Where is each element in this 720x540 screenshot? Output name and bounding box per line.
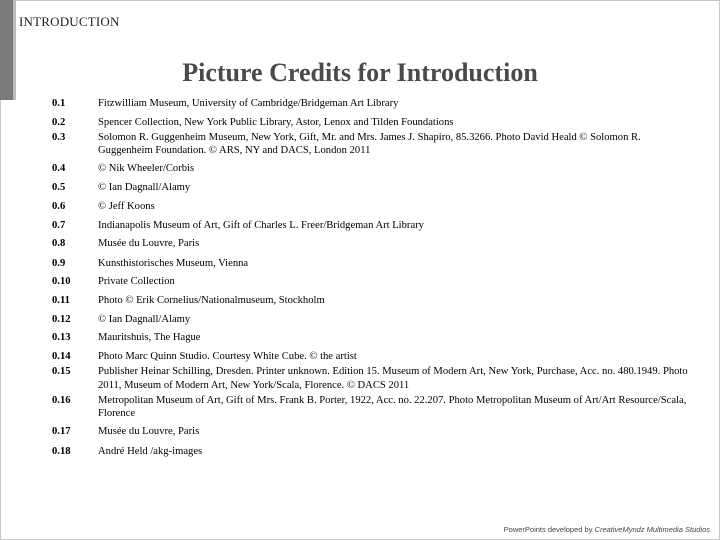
credit-number: 0.18 — [52, 445, 71, 457]
credit-text: © Jeff Koons — [98, 200, 155, 212]
credit-text: Private Collection — [98, 275, 175, 287]
credit-row — [52, 313, 692, 327]
credit-number: 0.12 — [52, 313, 71, 325]
credit-number: 0.15 — [52, 365, 71, 377]
credit-text: © Ian Dagnall/Alamy — [98, 313, 191, 325]
credit-number: 0.13 — [52, 332, 71, 344]
credit-text: André Held /akg-images — [98, 445, 203, 457]
footer-credit — [504, 525, 710, 534]
credit-text: Photo Marc Quinn Studio. Courtesy White Cube. © the artist — [98, 351, 357, 363]
section-label: INTRODUCTION — [19, 14, 120, 29]
credit-row — [52, 394, 692, 422]
credit-number: 0.17 — [52, 426, 71, 438]
footer-brand: CreativeMyndz Multimedia Studios — [594, 525, 710, 534]
credit-number: 0.9 — [52, 258, 66, 270]
credit-row — [52, 425, 692, 439]
credit-text: Photo © Erik Cornelius/Nationalmuseum, Stockholm — [98, 294, 325, 306]
credit-number: 0.6 — [52, 200, 66, 212]
credit-number: 0.11 — [52, 294, 70, 306]
credit-number: 0.3 — [52, 131, 66, 143]
credit-text: Publisher Heinar Schilling, Dresden. Printer unknown. Edition 15. Museum of Modern Art, New York, Purchase, Acc. no. 480.1949. Photo 2011, Museum of Modern Art, New York/Scala, Florence. © DACS 2011 — [98, 365, 688, 391]
credit-row — [52, 275, 692, 289]
credit-number: 0.8 — [52, 238, 66, 250]
credit-text: Musée du Louvre, Paris — [98, 426, 200, 438]
credit-number: 0.7 — [52, 219, 66, 231]
credit-row — [52, 181, 692, 195]
credit-row — [52, 445, 692, 459]
credit-number: 0.2 — [52, 116, 66, 128]
credit-number: 0.16 — [52, 394, 71, 406]
credit-row — [52, 350, 692, 364]
credits-list — [52, 97, 692, 459]
credit-row — [52, 257, 692, 271]
credit-text: © Ian Dagnall/Alamy — [98, 181, 191, 193]
credit-row — [52, 131, 692, 159]
footer-prefix: PowerPoints developed by — [503, 525, 595, 534]
credit-text: Musée du Louvre, Paris — [98, 238, 200, 250]
credit-text: Mauritshuis, The Hague — [98, 332, 201, 344]
credit-text: Kunsthistorisches Museum, Vienna — [98, 258, 249, 270]
credit-row — [52, 200, 692, 214]
credit-number: 0.5 — [52, 181, 66, 193]
credit-text: Indianapolis Museum of Art, Gift of Charles L. Freer/Bridgeman Art Library — [98, 219, 424, 231]
credit-row — [52, 219, 692, 233]
credit-row — [52, 162, 692, 176]
credit-text: Metropolitan Museum of Art, Gift of Mrs. Frank B. Porter, 1922, Acc. no. 22.207. Photo Metropolitan Museum of Art/Art Resource/Scala, Florence — [98, 394, 687, 420]
credit-row — [52, 365, 692, 393]
credit-row — [52, 237, 692, 251]
page-title: Picture Credits for Introduction — [182, 58, 538, 87]
credit-row — [52, 294, 692, 308]
credit-number: 0.4 — [52, 163, 66, 175]
credit-text: © Nik Wheeler/Corbis — [98, 163, 195, 175]
credit-text: Fitzwilliam Museum, University of Cambridge/Bridgeman Art Library — [98, 98, 399, 109]
credit-row — [52, 331, 692, 345]
credit-number: 0.14 — [52, 351, 71, 363]
credit-text: Solomon R. Guggenheim Museum, New York, Gift, Mr. and Mrs. James J. Shapiro, 85.3266. Photo David Heald © Solomon R. Guggenheim Foundation. © ARS, NY and DACS, London 2011 — [98, 131, 641, 157]
credit-row — [52, 97, 692, 111]
credit-text: Spencer Collection, New York Public Library, Astor, Lenox and Tilden Foundations — [98, 116, 454, 128]
credit-number: 0.1 — [52, 98, 66, 109]
credit-row — [52, 116, 692, 130]
credit-number: 0.10 — [52, 275, 71, 287]
